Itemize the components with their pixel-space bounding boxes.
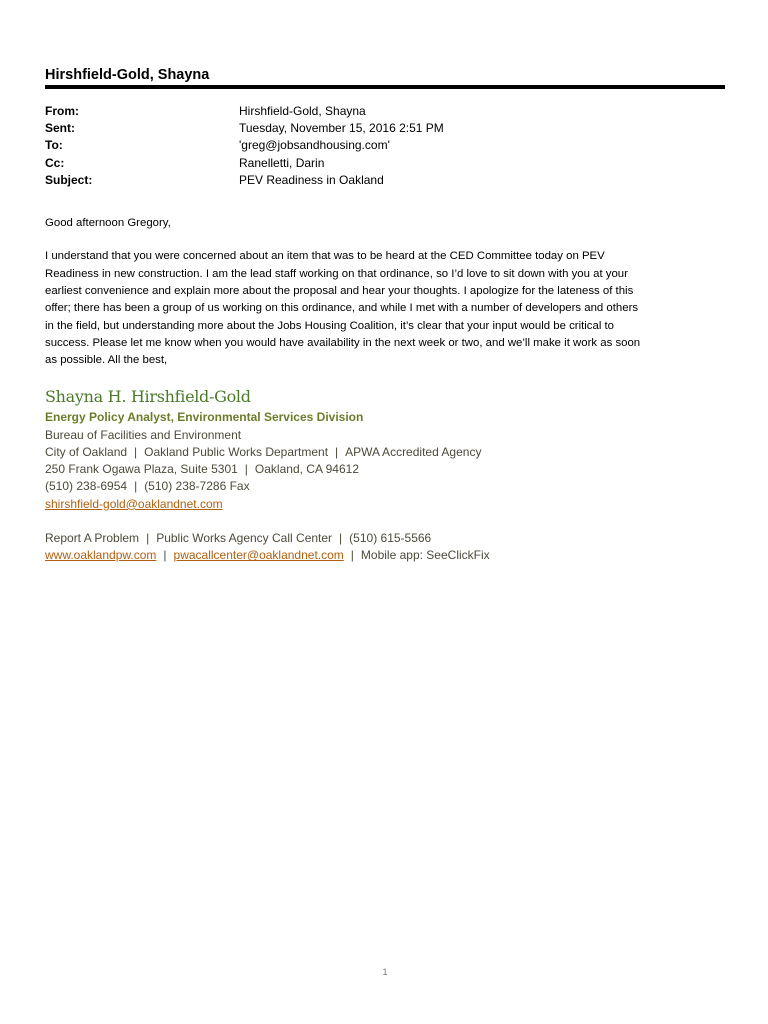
header-label: Sent: — [45, 121, 75, 136]
separator: | — [350, 548, 354, 563]
signature-email-line — [45, 496, 725, 513]
separator: | — [335, 444, 339, 459]
header-to — [45, 137, 725, 154]
email-headers — [45, 103, 725, 189]
phone-number: (510) 238-6954 — [45, 479, 128, 494]
signature-spacer — [45, 513, 725, 530]
signature-name: Shayna H. Hirshfield-Gold — [45, 387, 251, 407]
header-value: 'greg@jobsandhousing.com' — [239, 138, 390, 153]
header-sent — [45, 120, 725, 137]
header-value: Ranelletti, Darin — [239, 155, 325, 170]
callcenter-email-link[interactable]: pwacallcenter@oaklandnet.com — [173, 548, 344, 563]
call-center-phone: (510) 615-5566 — [349, 531, 432, 546]
header-subject — [45, 172, 725, 189]
mobile-app: Mobile app: SeeClickFix — [360, 548, 490, 563]
email-paragraph: I understand that you were concerned about an item that was to be heard at the CED Committee today on PEV Readiness in new construction. I am the lead staff working on that ordinance, so I’d love to sit down with you at your earliest convenience and explain more about the proposal and hear your thoughts. I apologize for the lateness of this offer; there has been a group of us working on this ordinance, and while I met with a number of developers and others in the field, but understanding more about the Jobs Housing Coalition, it’s clear that your input would be critical to success. Please let me know when you would have availability in the next week or two, and we’ll make it work as soon as possible. All the best, — [45, 250, 641, 367]
header-rule — [45, 85, 725, 89]
document-title: Hirshfield-Gold, Shayna — [45, 67, 210, 83]
signature-report-line — [45, 530, 725, 547]
page-number: 1 — [382, 967, 388, 977]
header-cc — [45, 155, 725, 172]
header-from — [45, 103, 725, 120]
website-link[interactable]: www.oaklandpw.com — [45, 548, 157, 563]
fax-number: (510) 238-7286 Fax — [144, 479, 250, 494]
header-value: PEV Readiness in Oakland — [239, 172, 384, 187]
signature-title: Energy Policy Analyst, Environmental Services Division — [45, 410, 364, 425]
org-city: City of Oakland — [45, 444, 128, 459]
header-label: Cc: — [45, 155, 65, 170]
separator: | — [134, 479, 138, 494]
call-center: Public Works Agency Call Center — [156, 531, 333, 546]
signature-bureau: Bureau of Facilities and Environment — [45, 427, 242, 442]
signature-address — [45, 461, 725, 478]
separator: | — [163, 548, 167, 563]
email-greeting: Good afternoon Gregory, — [45, 217, 171, 230]
address-street: 250 Frank Ogawa Plaza, Suite 5301 — [45, 462, 238, 477]
signature-organization — [45, 444, 725, 461]
header-value: Tuesday, November 15, 2016 2:51 PM — [239, 121, 444, 136]
signature-phones — [45, 478, 725, 495]
separator: | — [339, 531, 343, 546]
separator: | — [134, 444, 138, 459]
org-accreditation: APWA Accredited Agency — [345, 444, 482, 459]
org-department: Oakland Public Works Department — [144, 444, 329, 459]
signature-links-line — [45, 547, 725, 564]
header-value: Hirshfield-Gold, Shayna — [239, 104, 366, 118]
separator: | — [146, 531, 150, 546]
header-label: To: — [45, 138, 63, 153]
email-printout — [45, 66, 725, 565]
signature-email-link[interactable]: shirshfield-gold@oaklandnet.com — [45, 496, 223, 511]
address-city: Oakland, CA 94612 — [254, 462, 359, 477]
report-problem: Report A Problem — [45, 531, 140, 546]
email-body — [45, 215, 725, 369]
header-label: Subject: — [45, 172, 93, 187]
separator: | — [244, 462, 248, 477]
header-label: From: — [45, 104, 79, 118]
